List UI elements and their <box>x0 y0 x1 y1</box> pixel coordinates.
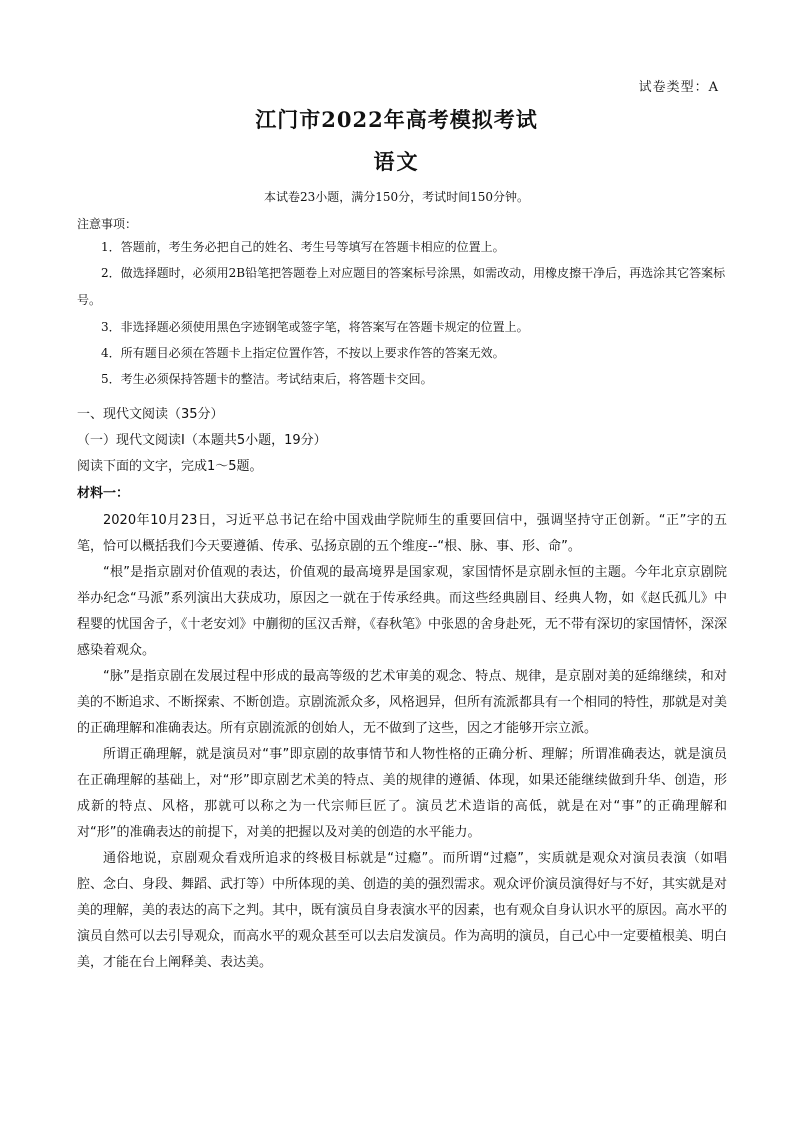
paragraph-3: “脉”是指京剧在发展过程中形成的最高等级的艺术审美的观念、特点、规律，是京剧对美的延绵继续，和对美的不断追求、不断探索、不断创造。京剧流派众多，风格迥异，但所有流派都具有一个相同的特性，那就是对美的正确理解和准确表达。所有京剧流派的创始人，无不做到了这些，因之才能够开宗立派。 <box>77 669 728 736</box>
exam-type-label: 试卷类型：A <box>638 80 719 95</box>
notice-item-4: 4．所有题目必须在答题卡上指定位置作答，不按以上要求作答的答案无效。 <box>101 346 505 360</box>
paragraph-4: 所谓正确理解，就是演员对“事”即京剧的故事情节和人物性格的正确分析、理解；所谓准确表达，就是演员在正确理解的基础上，对“形”即京剧艺术美的特点、美的规律的遵循、体现，如果还能继续做到升华、创造，形成新的特点、风格，那就可以称之为一代宗师巨匠了。演员艺术造诣的高低，就是在对“事”的正确理解和对“形”的准确表达的前提下，对美的把握以及对美的创造的水平能力。 <box>77 747 727 840</box>
notice-item-1: 1．答题前，考生务必把自己的姓名、考生号等填写在答题卡相应的位置上。 <box>101 240 505 254</box>
paragraph-5: 通俗地说，京剧观众看戏所追求的终极目标就是“过瘾”。而所谓“过瘾”，实质就是观众对演员表演（如唱腔、念白、身段、舞蹈、武打等）中所体现的美、创造的美的强烈需求。观众评价演员演得好与不好，其实就是对美的理解，美的表达的高下之判。其中，既有演员自身表演水平的因素，也有观众自身认识水平的原因。高水平的演员自然可以去引导观众，而高水平的观众甚至可以去启发演员。作为高明的演员，自己心中一定要植根美、明白美，才能在台上阐释美、表达美。 <box>77 851 728 970</box>
part-one-heading: 一、现代文阅读（35分） <box>77 407 224 422</box>
exam-title: 江门市2022年高考模拟考试 <box>255 107 538 132</box>
reading-instruction: 阅读下面的文字，完成1～5题。 <box>77 459 263 474</box>
notice-section <box>77 214 727 392</box>
paragraph-2: “根”是指京剧对价值观的表达，价值观的最高境界是国家观，家国情怀是京剧永恒的主题。今年北京京剧院举办纪念“马派”系列演出大获成功，原因之一就在于传承经典。而这些经典剧目、经典人物，如《赵氏孤儿》中程婴的忧国舍子，《十老安刘》中蒯彻的匡汉舌辩，《春秋笔》中张恩的舍身赴死，无不带有深切的家国情怀，深深感染着观众。 <box>77 565 728 658</box>
material-title: 材料一： <box>77 486 130 501</box>
notice-heading: 注意事项： <box>77 217 138 231</box>
subject-title: 语文 <box>373 149 420 174</box>
exam-info: 本试卷23小题，满分150分，考试时间150分钟。 <box>263 190 530 204</box>
notice-item-2: 2．做选择题时，必须用2B铅笔把答题卷上对应题目的答案标号涂黑，如需改动，用橡皮擦干净后，再选涂其它答案标号。 <box>77 266 726 307</box>
sub-section-heading: （一）现代文阅读Ⅰ（本题共5小题，19分） <box>77 433 327 448</box>
reading-section <box>77 402 727 976</box>
notice-item-3: 3．非选择题必须使用黑色字迹钢笔或签字笔，将答案写在答题卡规定的位置上。 <box>101 320 529 334</box>
notice-item-5: 5．考生必须保持答题卡的整洁。考试结束后，将答题卡交回。 <box>101 372 433 386</box>
paragraph-1: 2020年10月23日，习近平总书记在给中国戏曲学院师生的重要回信中，强调坚持守正创新。“正”字的五笔，恰可以概括我们今天要遵循、传承、弘扬京剧的五个维度--“根、脉、事、形、命”。 <box>77 513 727 554</box>
